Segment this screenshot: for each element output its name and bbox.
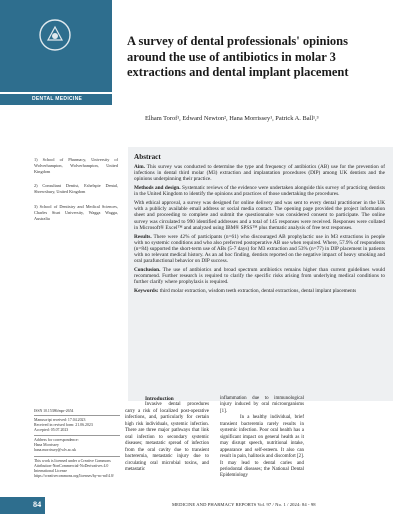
affiliation-1: 1) School of Pharmacy, University of Wolverhampton, Wolverhampton, United Kingdom <box>34 157 118 175</box>
abstract-keywords <box>134 288 385 294</box>
article-title: A survey of dental professionals' opinions around the use of antibiotics in molar 3 extractions and dental implant placement <box>127 34 349 80</box>
correspondence-name: Hana Morrissey <box>34 443 59 448</box>
correspondence-label: Address for correspondence: <box>34 438 79 442</box>
results-label: Results. <box>134 233 152 240</box>
divider <box>34 456 120 457</box>
conclusion-text: The use of antibiotics and broad spectrum antibiotics remains higher than current guidelines would recommend. Further research is required to clarify the specific risks arising from underlying medical conditions to further clarify where prophylaxis is required. <box>134 267 385 286</box>
issn-doi: ISSN 10.15386/mpr-2654 <box>34 409 74 413</box>
aim-label: Aim. <box>134 164 145 170</box>
abstract-heading: Abstract <box>134 153 161 161</box>
intro-column-1 <box>125 396 209 473</box>
keywords-label: Keywords: <box>134 288 159 295</box>
intro-paragraph-1: Invasive dental procedures carry a risk of localized post-operative infections, and, particularly for certain high risk individuals, systemic infection. There are three major pathways that link oral infection to secondary systemic diseases; metastatic spread of infection from the oral cavity due to transient bacteremia, metastatic injury due to circulating oral microbial toxins, and metastatic <box>125 402 209 472</box>
intro-heading: Introduction <box>145 396 174 402</box>
aim-text: This survey was conducted to determine the type and frequency of antibiotics (AB) use for the prevention of infections in dental third molar (M3) extraction and implantation procedures (DIP) among UK dentists and the opinions underpinning their practice. <box>134 164 385 183</box>
keywords-text: third molar extraction, wisdom teeth extraction, dental extractions, dental implant placements <box>158 288 357 295</box>
page-number-block <box>0 497 45 514</box>
abstract-results <box>134 234 385 265</box>
journal-citation: MEDICINE AND PHARMACY REPORTS Vol. 97 / No. 1 / 2024: 84 - 98 <box>172 502 316 507</box>
manuscript-dates <box>34 418 120 433</box>
correspondence <box>34 438 120 453</box>
accepted-date: Accepted: 05.07.2023 <box>34 428 69 433</box>
journal-logo-icon <box>38 18 72 52</box>
abstract-aim <box>134 164 385 183</box>
affiliation-3: 3) School of Dentistry and Medical Sciences, Charles Sturt University, Wagga Wagga, Australia <box>34 204 118 222</box>
journal-logo-block <box>0 0 112 92</box>
abstract-conclusion <box>134 267 385 286</box>
affiliation-2: 2) Consultant Dentist, Eshelspie Dental, Shrewsbury, United Kingdom <box>34 183 118 195</box>
divider <box>34 415 120 416</box>
divider <box>34 435 120 436</box>
abstract-box <box>128 147 393 401</box>
abstract-methods-2: With ethical approval, a survey was designed for online delivery and was sent to every dental practitioner in the UK with a publicly available email address or social media contact. The opening page provided the project information sheet and proceeding to complete and submit the questionnaire was considered consent to participate. The online survey was circulated to 990 identified addresses and a total of 145 responses were received. Responses were collated in Microsoft® Excel™ and analyzed using IBM® SPSS™ plus thematic analysis of free text responses. <box>134 200 385 231</box>
abstract-methods <box>134 185 385 197</box>
intro-paragraph-1-cont: inflammation due to immunological injury induced by oral microorganisms [1]. <box>220 396 304 414</box>
page-number: 84 <box>33 500 42 509</box>
correspondence-email[interactable]: hana.morrissey@wlv.ac.uk <box>34 448 77 453</box>
author-list: Elham Torof¹, Edward Newton², Hana Morrissey¹, Patrick A. Ball¹,³ <box>145 115 319 122</box>
intro-paragraph-2: In a healthy individual, brief transient bacteremia rarely results in systemic infection. Poor oral health has a significant impact on general health as it may disrupt speech, nutritional intake, appearance and self-esteem. It also can result in pain, halitosis and discomfort [2]. It may lead to dental caries and periodontal diseases; the National Dental Epidemiology <box>220 415 304 479</box>
intro-column-2 <box>220 396 304 480</box>
license-note: This work is licensed under a Creative Commons Attribution-NonCommercial-NoDerivatives 4.0 International License https://creativecommons.org/licenses/by-nc-nd/4.0/ <box>34 459 114 479</box>
revised-date: Received in revised form: 21.06.2023 <box>34 423 93 428</box>
results-text: There were 42% of participants (n=61) who discouraged AB prophylactic use in M3 extractions in people with no systemic conditions and who also preferred postoperative AB use when required. Where, 57.9% of respondents (n=84) supported the short-term use of ABs (5-7 days) for M3 extraction and 53% (n=77) in DIP placement in patients with no relevant medical history. As an ad hoc finding, dentists reported on the negative impact of heavy smoking and oral parafunctional behavior on DIP success. <box>134 233 385 265</box>
methods-text: Systematic reviews of the evidence were undertaken alongside this survey of practicing dentists in the United Kingdom to identify the opinions and practices of those undertaking the procedures. <box>134 185 385 198</box>
conclusion-label: Conclusion. <box>134 267 161 274</box>
methods-label: Methods and design. <box>134 185 181 192</box>
section-tag: DENTAL MEDICINE <box>0 94 112 105</box>
received-date: Manuscript received: 17.04.2023 <box>34 418 86 422</box>
